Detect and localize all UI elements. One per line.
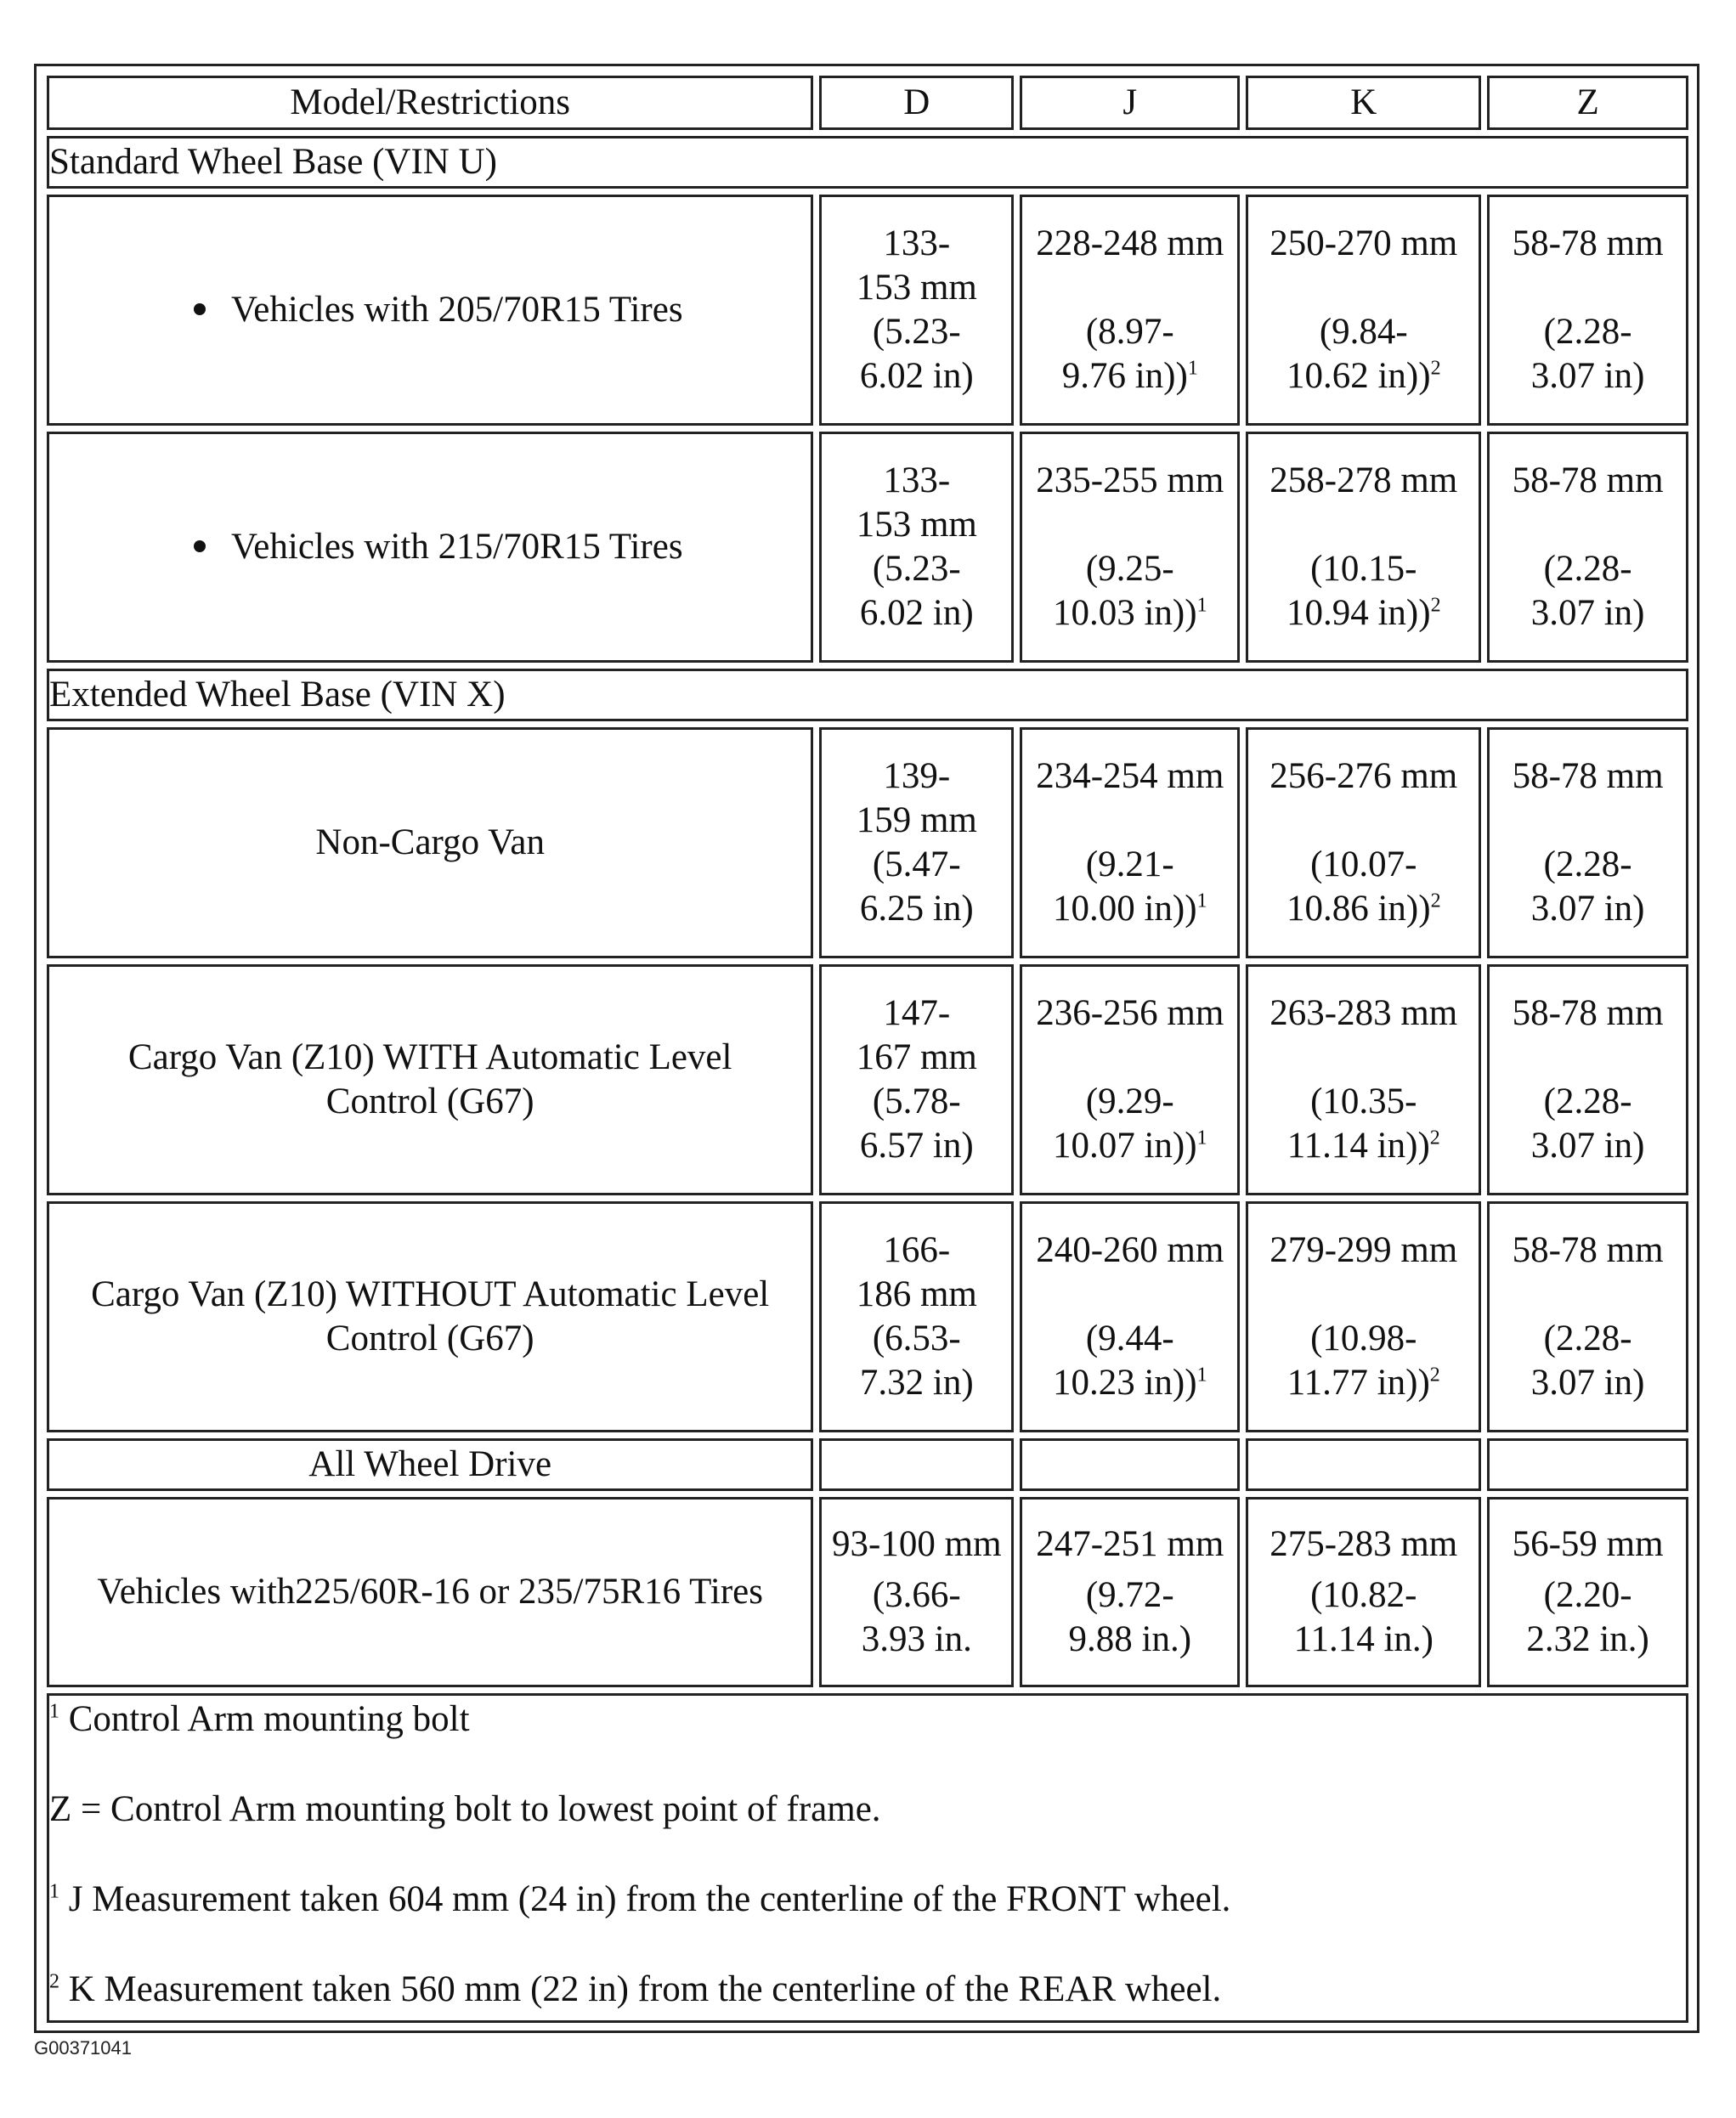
row-label: Vehicles with 205/70R15 Tires bbox=[47, 195, 813, 426]
section-row-extended bbox=[47, 669, 1688, 721]
footnote: $^1$ J Measurement taken 604 mm (24 in) from the centerline of the FRONT wheel. bbox=[49, 1879, 1231, 1919]
empty-cell bbox=[1020, 1438, 1240, 1491]
cell-j: 240-260 mm (9.44- 10.23 in))$^1$ bbox=[1020, 1201, 1240, 1432]
section-row-awd bbox=[47, 1438, 1688, 1491]
table-row bbox=[47, 1201, 1688, 1432]
cell-d: 139- 159 mm (5.47- 6.25 in) bbox=[819, 727, 1014, 958]
cell-k: 258-278 mm (10.15- 10.94 in))$^2$ bbox=[1246, 432, 1481, 663]
header-j: J bbox=[1020, 76, 1240, 130]
notes-row bbox=[47, 1693, 1688, 2023]
empty-cell bbox=[1487, 1438, 1688, 1491]
cell-j: 236-256 mm (9.29- 10.07 in))$^1$ bbox=[1020, 964, 1240, 1195]
footnote: Z = Control Arm mounting bolt to lowest point of frame. bbox=[49, 1789, 881, 1829]
cell-z: 58-78 mm (2.28- 3.07 in) bbox=[1487, 432, 1688, 663]
cell-z: 58-78 mm (2.28- 3.07 in) bbox=[1487, 195, 1688, 426]
row-label: Non-Cargo Van bbox=[47, 727, 813, 958]
section-row-standard bbox=[47, 136, 1688, 189]
footnote: $^2$ K Measurement taken 560 mm (22 in) from the centerline of the REAR wheel. bbox=[49, 1969, 1222, 2009]
cell-k: 263-283 mm (10.35- 11.14 in))$^2$ bbox=[1246, 964, 1481, 1195]
cell-d: 133- 153 mm (5.23- 6.02 in) bbox=[819, 432, 1014, 663]
cell-j: 228-248 mm (8.97- 9.76 in))$^1$ bbox=[1020, 195, 1240, 426]
cell-j: 234-254 mm (9.21- 10.00 in))$^1$ bbox=[1020, 727, 1240, 958]
section-standard-wheel-base: Standard Wheel Base (VIN U) bbox=[47, 136, 1688, 189]
row-label: Cargo Van (Z10) WITH Automatic Level Control (G67) bbox=[47, 964, 813, 1195]
cell-z: 58-78 mm (2.28- 3.07 in) bbox=[1487, 964, 1688, 1195]
specification-table bbox=[41, 70, 1694, 2029]
cell-k: 275-283 mm (10.82- 11.14 in.) bbox=[1246, 1497, 1481, 1687]
table-row bbox=[47, 964, 1688, 1195]
cell-k: 250-270 mm (9.84- 10.62 in))$^2$ bbox=[1246, 195, 1481, 426]
section-all-wheel-drive: All Wheel Drive bbox=[47, 1438, 813, 1491]
header-k: K bbox=[1246, 76, 1481, 130]
cell-j: 235-255 mm (9.25- 10.03 in))$^1$ bbox=[1020, 432, 1240, 663]
row-label: Cargo Van (Z10) WITHOUT Automatic Level Control (G67) bbox=[47, 1201, 813, 1432]
row-label: Vehicles with225/60R-16 or 235/75R16 Tires bbox=[47, 1497, 813, 1687]
footnotes bbox=[47, 1693, 1688, 2023]
header-row bbox=[47, 76, 1688, 130]
footnote: $^1$ Control Arm mounting bolt bbox=[49, 1699, 470, 1739]
cell-k: 256-276 mm (10.07- 10.86 in))$^2$ bbox=[1246, 727, 1481, 958]
section-extended-wheel-base: Extended Wheel Base (VIN X) bbox=[47, 669, 1688, 721]
bullet-icon bbox=[194, 540, 206, 552]
figure-id: G00371041 bbox=[34, 2037, 132, 2059]
cell-z: 58-78 mm (2.28- 3.07 in) bbox=[1487, 727, 1688, 958]
cell-k: 279-299 mm (10.98- 11.77 in))$^2$ bbox=[1246, 1201, 1481, 1432]
header-d: D bbox=[819, 76, 1014, 130]
cell-j: 247-251 mm (9.72- 9.88 in.) bbox=[1020, 1497, 1240, 1687]
cell-d: 133- 153 mm (5.23- 6.02 in) bbox=[819, 195, 1014, 426]
cell-z: 56-59 mm (2.20- 2.32 in.) bbox=[1487, 1497, 1688, 1687]
cell-d: 93-100 mm (3.66- 3.93 in. bbox=[819, 1497, 1014, 1687]
cell-z: 58-78 mm (2.28- 3.07 in) bbox=[1487, 1201, 1688, 1432]
row-label: Vehicles with 215/70R15 Tires bbox=[47, 432, 813, 663]
header-z: Z bbox=[1487, 76, 1688, 130]
table-row bbox=[47, 1497, 1688, 1687]
table-row bbox=[47, 432, 1688, 663]
empty-cell bbox=[1246, 1438, 1481, 1491]
table-row bbox=[47, 727, 1688, 958]
bullet-icon bbox=[194, 303, 206, 315]
empty-cell bbox=[819, 1438, 1014, 1491]
cell-d: 166- 186 mm (6.53- 7.32 in) bbox=[819, 1201, 1014, 1432]
cell-d: 147- 167 mm (5.78- 6.57 in) bbox=[819, 964, 1014, 1195]
table-row bbox=[47, 195, 1688, 426]
header-model-restrictions: Model/Restrictions bbox=[47, 76, 813, 130]
